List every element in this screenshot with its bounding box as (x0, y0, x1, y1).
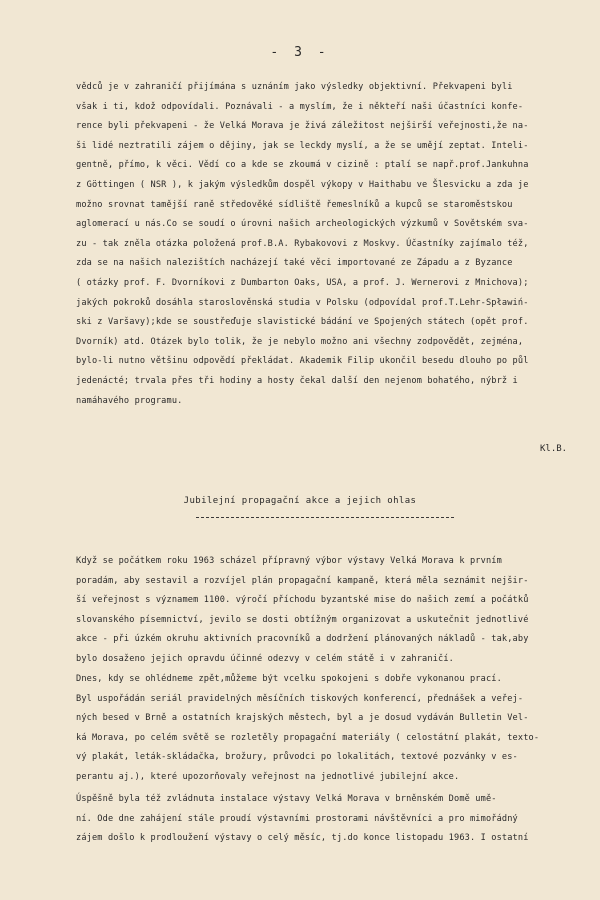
author-signature: Kl.B. (540, 444, 568, 454)
text-line: Úspěšně byla též zvládnuta instalace výstavy Velká Morava v brněnském Domě umě- (76, 794, 497, 804)
text-line: zda se na našich nalezištích nacházejí také věci importované ze Západu a z Byzance (76, 258, 513, 269)
text-line: perantu aj.), které upozorňovaly veřejnost na jednotlivé jubilejní akce. (76, 771, 460, 782)
paragraph-campaign-results (76, 670, 584, 788)
text-line: zájem došlo k prodloužení výstavy o celý měsíc, tj.do konce listopadu 1963. I ostatní (76, 833, 529, 844)
paragraph-conference-discussion (76, 78, 584, 411)
text-line: vý plakát, leták-skládačka, brožury, průvodci po lokalitách, textové pozvánky v es- (76, 752, 518, 763)
text-line: jedenácté; trvala přes tři hodiny a hosty čekal další den nejenom bohatého, nýbrž i (76, 375, 518, 386)
text-line: ní. Ode dne zahájení stále proudí výstavními prostorami návštěvníci a pro mimořádný (76, 813, 518, 824)
text-line: ( otázky prof. F. Dvorníkovi z Dumbarton Oaks, USA, a prof. J. Wernerovi z Mnichova); (76, 277, 529, 288)
text-line: ski z Varšavy);kde se soustřeďuje slavistické bádání ve Spojených státech (opět prof. (76, 317, 529, 328)
text-line: Když se počátkem roku 1963 scházel přípravný výbor výstavy Velká Morava k prvním (76, 556, 502, 566)
paragraph-campaign-planning (76, 552, 584, 670)
text-line: slovanského písemnictví, jevilo se dosti obtížným organizovat a uskutečnit jednotlivé (76, 614, 529, 625)
text-line: Byl uspořádán seriál pravidelných měsíčních tiskových konferencí, přednášek a veřej- (76, 693, 524, 704)
page-number: - 3 - (270, 45, 330, 60)
text-line: bylo dosaženo jejich opravdu účinné odezvy v celém státě i v zahraničí. (76, 653, 454, 664)
text-line: poradám, aby sestavil a rozvíjel plán propagační kampaně, která měla seznámit nejšir- (76, 575, 529, 586)
text-line: akce - při úzkém okruhu aktivních pracovníků a dodržení plánovaných nákladů - tak,aby (76, 634, 529, 645)
text-line: ši lidé neztratili zájem o dějiny, jak se leckdy myslí, a že se umějí zeptat. Inteli- (76, 140, 529, 151)
text-line: rence byli překvapeni - že Velká Morava je živá záležitost nejširší veřejnosti,že na- (76, 121, 529, 132)
text-line: namáhavého programu. (76, 395, 183, 406)
text-line: ší veřejnost s významem 1100. výročí příchodu byzantské mise do našich zemí a počátků (76, 595, 529, 606)
text-line: Dnes, kdy se ohlédneme zpět,můžeme být vcelku spokojeni s dobře vykonanou prací. (76, 674, 502, 684)
text-line: možno srovnat tamější raně středověké sídliště řemeslníků a kupců se staroměstskou (76, 199, 513, 210)
text-line: zu - tak zněla otázka položená prof.B.A. Rybakovovi z Moskvy. Účastníky zajímalo též, (76, 238, 529, 249)
text-line: gentně, přímo, k věci. Vědí co a kde se zkoumá v cizině : ptalí se např.prof.Jankuhna (76, 160, 529, 171)
heading-underline (196, 517, 454, 518)
text-line: ných besed v Brně a ostatních krajských městech, byl a je dosud vydáván Bulletin Vel- (76, 713, 529, 724)
text-line: však i ti, kdož odpovídali. Poznávali - a myslím, že i někteří naši účastníci konfe- (76, 101, 524, 112)
section-heading: Jubilejní propagační akce a jejich ohlas (183, 496, 417, 506)
paragraph-exhibition (76, 790, 584, 849)
text-line: ká Morava, po celém světě se rozletěly propagační materiály ( celostátní plakát, texto- (76, 732, 540, 743)
text-line: aglomerací u nás.Co se soudí o úrovni našich archeologických výzkumů v Sovětském sva- (76, 219, 529, 230)
text-line: vědců je v zahraničí přijímána s uznáním jako výsledky objektivní. Překvapeni byli (76, 82, 513, 92)
text-line: Dvorník) atd. Otázek bylo tolik, že je nebylo možno ani všechny zodpovědět, zejména, (76, 336, 524, 347)
text-line: bylo-li nutno většinu odpovědí překládat. Akademik Filip ukončil besedu dlouho po půl (76, 356, 529, 367)
text-line: jakých pokroků dosáhla staroslověnská studia v Polsku (odpovídal prof.T.Lehr-Spławiń- (76, 297, 529, 308)
text-line: z Göttingen ( NSR ), k jakým výsledkům dospěl výkopy v Haithabu ve Šlesvicku a zda je (76, 179, 529, 190)
